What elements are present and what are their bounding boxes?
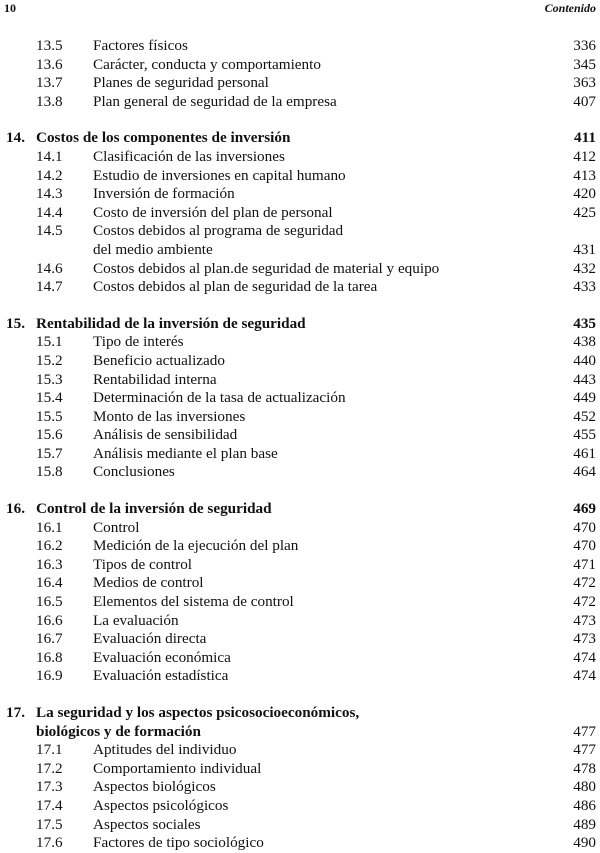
toc-number: 13.6 [36, 55, 63, 73]
toc-chapter-row [0, 723, 600, 742]
toc-number: 17.1 [36, 741, 63, 759]
toc-page-number: 474 [573, 648, 596, 666]
toc-page-number: 489 [573, 815, 596, 833]
toc-entry-row [0, 519, 600, 538]
toc-page-number: 449 [573, 389, 596, 407]
toc-title: Costos de los componentes de inversión [36, 129, 291, 147]
toc-page-number: 490 [573, 834, 596, 852]
toc-number: 16.3 [36, 555, 63, 573]
toc-number: 13.8 [36, 92, 63, 110]
toc-entry-row [0, 222, 600, 241]
toc-title: Carácter, conducta y comportamiento [93, 55, 321, 73]
toc-number: 15.7 [36, 444, 63, 462]
toc-title: Aspectos biológicos [93, 778, 216, 796]
toc-title: Análisis de sensibilidad [93, 426, 238, 444]
toc-entry-row [0, 408, 600, 427]
toc-number: 15.2 [36, 351, 63, 369]
toc-title: Costos debidos al plan de seguridad de la tarea [93, 278, 378, 296]
toc-number: 17. [6, 704, 25, 721]
toc-entry-row [0, 260, 600, 279]
toc-title: Aspectos sociales [93, 815, 201, 833]
toc-entry-row [0, 797, 600, 816]
toc-number: 14. [6, 129, 25, 147]
page-header [0, 0, 600, 20]
toc-title: Monto de las inversiones [93, 407, 246, 425]
toc-entry-row [0, 593, 600, 612]
toc-page-number: 420 [573, 185, 596, 203]
toc-number: 17.3 [36, 778, 63, 796]
toc-title: Tipos de control [93, 555, 193, 573]
toc-title: Evaluación directa [93, 630, 207, 648]
toc-entry-row [0, 778, 600, 797]
toc-chapter-row [0, 704, 600, 723]
toc-number: 16.7 [36, 630, 63, 648]
toc-number: 17.6 [36, 834, 63, 852]
toc-entry-row [0, 185, 600, 204]
toc-page-number: 432 [573, 259, 596, 277]
toc-page-number: 470 [573, 537, 596, 555]
toc-title: Evaluación estadística [93, 667, 229, 685]
toc-title: Rentabilidad interna [93, 370, 217, 388]
toc-number: 14.7 [36, 278, 63, 296]
toc-title: Beneficio actualizado [93, 351, 225, 369]
toc-title: Análisis mediante el plan base [93, 444, 278, 462]
toc-title: Evaluación económica [93, 648, 231, 666]
toc-page-number: 411 [574, 129, 596, 147]
toc-number: 15.4 [36, 389, 63, 407]
toc-page-number: 464 [573, 463, 596, 481]
toc-chapter-row [0, 129, 600, 148]
toc-page-number: 472 [573, 593, 596, 611]
toc-title: Tipo de interés [93, 333, 184, 351]
toc-page-number: 440 [573, 351, 596, 369]
toc-entry-row [0, 574, 600, 593]
toc-page-number: 470 [573, 518, 596, 536]
toc-number: 13.7 [36, 74, 63, 92]
toc-title: Costo de inversión del plan de personal [93, 203, 333, 221]
toc-title: del medio ambiente [93, 240, 213, 258]
section-spacer [0, 686, 600, 704]
toc-title: Costos debidos al programa de seguridad [93, 222, 344, 240]
toc-title: Planes de seguridad personal [93, 74, 269, 92]
toc-entry-row [0, 760, 600, 779]
toc-entry-row [0, 204, 600, 223]
toc-number: 14.1 [36, 147, 63, 165]
toc-entry-row [0, 741, 600, 760]
toc-entry-row [0, 93, 600, 112]
toc-page-number: 425 [573, 203, 596, 221]
toc-page-number: 461 [573, 444, 596, 462]
toc-chapter-row [0, 500, 600, 519]
toc-title: Control de la inversión de seguridad [36, 500, 272, 518]
toc-page-number: 435 [573, 314, 596, 332]
toc-number: 15.1 [36, 333, 63, 351]
toc-page-number: 469 [573, 500, 596, 518]
toc-number: 16.1 [36, 518, 63, 536]
toc-page-number: 412 [573, 147, 596, 165]
toc-page-number: 452 [573, 407, 596, 425]
toc-page-number: 345 [573, 55, 596, 73]
toc-number: 16.5 [36, 593, 63, 611]
toc-number: 13.5 [36, 37, 63, 54]
toc-entry-row [0, 463, 600, 482]
toc-title: Comportamiento individual [93, 759, 262, 777]
toc-page-number: 455 [573, 426, 596, 444]
toc-entry-row [0, 167, 600, 186]
toc-page-number: 486 [573, 796, 596, 814]
toc-page-number: 471 [573, 555, 596, 573]
toc-title: Clasificación de las inversiones [93, 147, 285, 165]
toc-title: Estudio de inversiones en capital humano [93, 166, 346, 184]
toc-title: Medición de la ejecución del plan [93, 537, 299, 555]
toc-title: Aptitudes del individuo [93, 741, 237, 759]
section-spacer [0, 111, 600, 129]
toc-page-number: 477 [573, 722, 596, 740]
toc-entry-row [0, 556, 600, 575]
toc-number: 17.4 [36, 796, 63, 814]
toc-entry-row [0, 426, 600, 445]
toc-title: Control [93, 518, 140, 536]
toc-entry-row [0, 74, 600, 93]
toc-number: 15.3 [36, 370, 63, 388]
toc-chapter-row [0, 315, 600, 334]
toc-entry-row [0, 333, 600, 352]
toc-number: 16. [6, 500, 25, 518]
toc-title: Factores de tipo sociológico [93, 834, 264, 852]
toc-number: 15.5 [36, 407, 63, 425]
toc-number: 16.9 [36, 667, 63, 685]
toc-number: 16.8 [36, 648, 63, 666]
page-number: 10 [4, 1, 16, 15]
toc-entry-row [0, 612, 600, 631]
toc-entry-row [0, 389, 600, 408]
toc-entry-row [0, 816, 600, 835]
toc-page-number: 413 [573, 166, 596, 184]
toc-entry-row [0, 56, 600, 75]
toc-entry-row [0, 834, 600, 853]
toc-entry-row [0, 630, 600, 649]
toc-title: Conclusiones [93, 463, 175, 481]
toc-page-number: 477 [573, 741, 596, 759]
toc-entry-row [0, 241, 600, 260]
toc-page-number: 407 [573, 92, 596, 110]
running-title: Contenido [544, 1, 596, 15]
toc-number: 14.5 [36, 222, 63, 240]
toc-title: Determinación de la tasa de actualización [93, 389, 346, 407]
section-spacer [0, 482, 600, 500]
toc-number: 14.4 [36, 203, 63, 221]
toc-page-number: 474 [573, 667, 596, 685]
toc-title: Rentabilidad de la inversión de seguridad [36, 314, 306, 332]
toc-title: Aspectos psicológicos [93, 796, 229, 814]
toc-number: 16.4 [36, 574, 63, 592]
toc-page-number: 431 [573, 240, 596, 258]
toc-title: Medios de control [93, 574, 204, 592]
toc-number: 15.8 [36, 463, 63, 481]
toc-number: 14.2 [36, 166, 63, 184]
table-of-contents [0, 37, 600, 853]
toc-entry-row [0, 352, 600, 371]
toc-title: biológicos y de formación [36, 722, 201, 740]
toc-title: La evaluación [93, 611, 179, 629]
toc-number: 17.2 [36, 759, 63, 777]
section-spacer [0, 297, 600, 315]
toc-entry-row [0, 667, 600, 686]
toc-page-number: 438 [573, 333, 596, 351]
toc-page-number: 473 [573, 611, 596, 629]
toc-title: Costos debidos al plan.de seguridad de material y equipo [93, 259, 440, 277]
toc-title: Inversión de formación [93, 185, 235, 203]
toc-page-number: 472 [573, 574, 596, 592]
toc-entry-row [0, 278, 600, 297]
toc-page-number: 473 [573, 630, 596, 648]
toc-entry-row [0, 371, 600, 390]
toc-page-number: 433 [573, 278, 596, 296]
toc-number: 15.6 [36, 426, 63, 444]
toc-entry-row [0, 148, 600, 167]
toc-title: La seguridad y los aspectos psicosocioeconómicos, [36, 704, 360, 721]
toc-number: 16.2 [36, 537, 63, 555]
toc-entry-row [0, 37, 600, 56]
toc-entry-row [0, 445, 600, 464]
toc-number: 15. [6, 314, 25, 332]
toc-page-number: 480 [573, 778, 596, 796]
toc-number: 17.5 [36, 815, 63, 833]
toc-title: Factores físicos [93, 37, 188, 54]
toc-entry-row [0, 537, 600, 556]
toc-page-number: 478 [573, 759, 596, 777]
toc-page-number: 363 [573, 74, 596, 92]
toc-number: 16.6 [36, 611, 63, 629]
toc-title: Elementos del sistema de control [93, 593, 294, 611]
toc-entry-row [0, 649, 600, 668]
toc-page-number: 336 [573, 37, 596, 54]
toc-number: 14.6 [36, 259, 63, 277]
toc-number: 14.3 [36, 185, 63, 203]
toc-page-number: 443 [573, 370, 596, 388]
toc-title: Plan general de seguridad de la empresa [93, 92, 337, 110]
